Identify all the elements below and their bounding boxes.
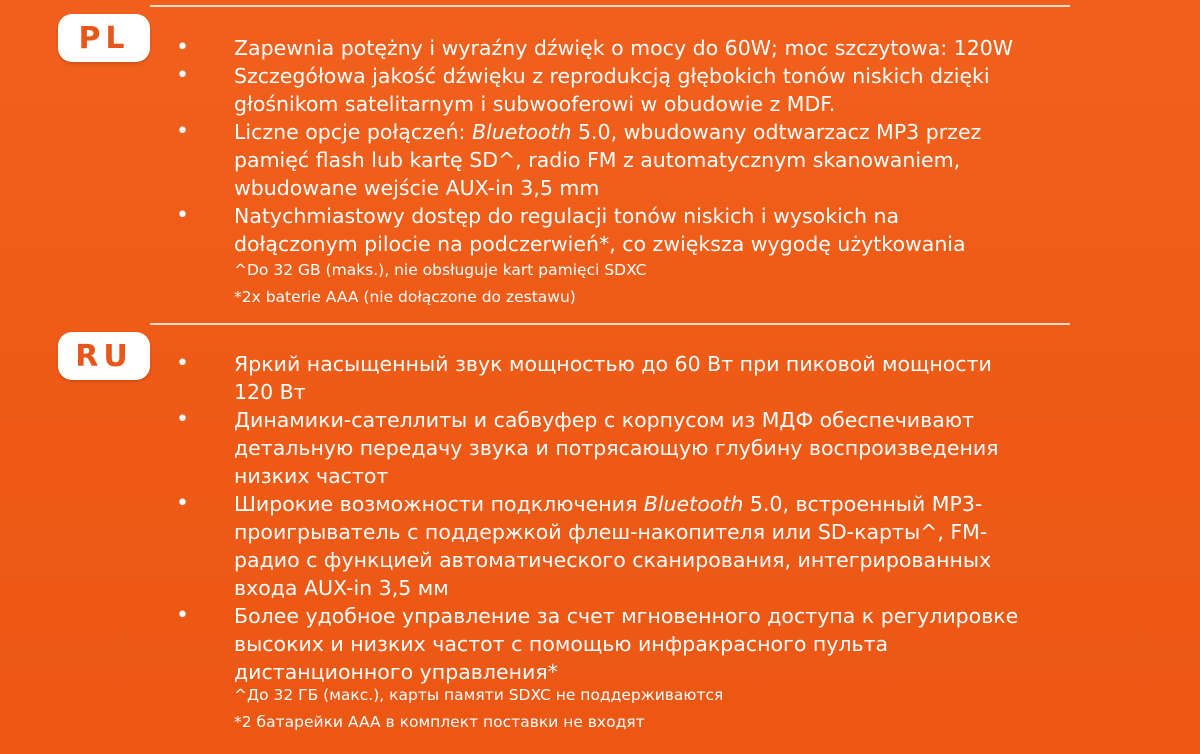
pl-footnote-battery: *2x baterie AAA (nie dołączone do zestawu) [234, 288, 576, 306]
ru-bullet-2: • Динамики-сателлиты и сабвуфер с корпусом из МДФ обеспечивают детальную передачу звука и потрясающую глубину воспроизведения низких частот [176, 407, 999, 488]
bullet-dot: • [176, 603, 189, 628]
pl-bullet-2: • Szczegółowa jakość dźwięku z reprodukcją głębokich tonów niskich dzięki głośnikom satelitarnym i subwooferowi w obudowie z MDF. [176, 63, 990, 116]
bullet-dot: • [176, 119, 189, 144]
ru-bullet-3: • Широкие возможности подключения Bluetooth 5.0, встроенный MP3- проигрыватель с поддержкой флеш-накопителя или SD-карты^, FM- радио с функцией автоматического сканирования, интегрированных входа AUX-in 3,5 мм [176, 491, 992, 600]
pl-footnote-sd: ^Do 32 GB (maks.), nie obsługuje kart pamięci SDXC [234, 261, 647, 279]
divider-middle [150, 323, 1070, 325]
bullet-dot: • [176, 407, 189, 432]
ru-footnote-sd: ^До 32 ГБ (макс.), карты памяти SDXC не поддерживаются [234, 686, 724, 704]
ru-footnotes [234, 682, 723, 736]
bullet-dot: • [176, 491, 189, 516]
pl-bullet-1: • Zapewnia potężny i wyraźny dźwięk o mocy do 60W; moc szczytowa: 120W [176, 35, 1014, 60]
ru-bullet-1: • Яркий насыщенный звук мощностью до 60 Вт при пиковой мощности 120 Вт [176, 351, 992, 404]
pl-bullet-4: • Natychmiastowy dostęp do regulacji tonów niskich i wysokich na dołączonym pilocie na podczerwień*, co zwiększa wygodę użytkowania [176, 203, 966, 256]
bullet-dot: • [176, 351, 189, 376]
ru-footnote-battery: *2 батарейки AAA в комплект поставки не входят [234, 713, 645, 731]
bullet-dot: • [176, 203, 189, 228]
pl-footnotes [234, 257, 646, 311]
bullet-dot: • [176, 35, 189, 60]
pl-bullet-3: • Liczne opcje połączeń: Bluetooth 5.0, wbudowany odtwarzacz MP3 przez pamięć flash lub kartę SD^, radio FM z automatycznym skanowaniem, wbudowane wejście AUX-in 3,5 mm [176, 119, 982, 200]
bullet-dot: • [176, 63, 189, 88]
lang-badge-ru: RU [58, 332, 150, 380]
ru-bullet-list [0, 350, 1084, 686]
pl-bullet-list [0, 34, 1084, 258]
divider-top [150, 5, 1070, 7]
ru-bullet-4: • Более удобное управление за счет мгновенного доступа к регулировке высоких и низких частот с помощью инфракрасного пульта дистанционного управления* [176, 603, 1019, 684]
lang-badge-pl: PL [58, 14, 150, 62]
